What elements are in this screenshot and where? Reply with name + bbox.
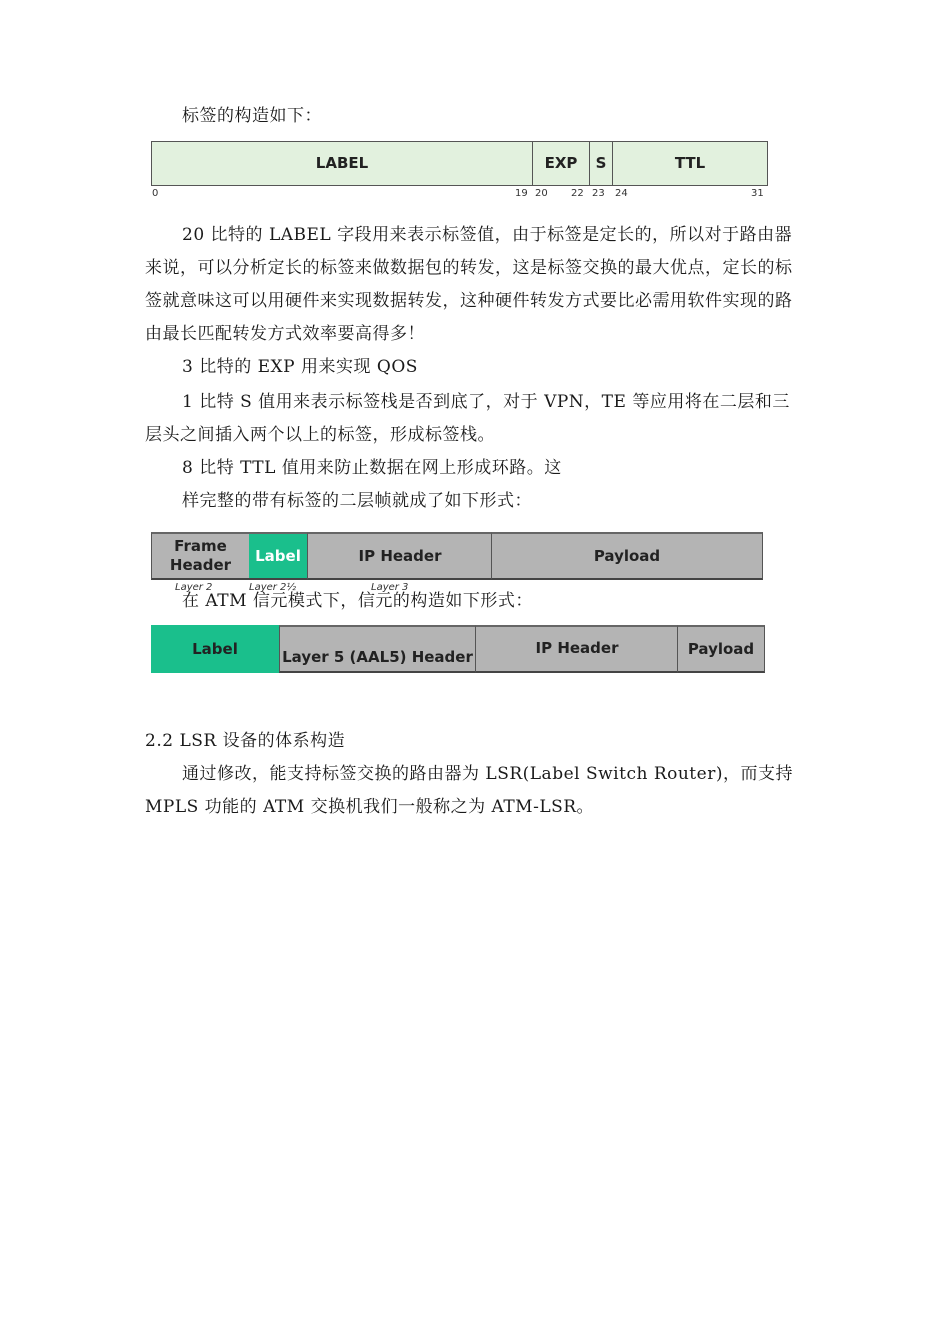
bit-tick: 22 [571,188,584,199]
atm-aal5-header-cell: Layer 5 (AAL5) Header [279,625,475,673]
layer-label: Layer 2½ [249,582,297,593]
intro-text: 标签的构造如下： [182,106,322,126]
paragraph-frame-intro: 样完整的带有标签的二层帧就成了如下形式： [182,491,532,511]
field-label: LABEL [151,141,533,186]
paragraph-ttl: 8 比特 TTL 值用来防止数据在网上形成环路。这 [182,458,562,478]
field-s: S [589,141,613,186]
frame-header-cell: Frame Header [151,532,249,580]
paragraph-atm-intro: 在 ATM 信元模式下，信元的构造如下形式： [182,591,533,611]
frame-payload-cell: Payload [491,532,763,580]
atm-label-cell: Label [151,625,279,673]
bit-tick: 31 [751,188,764,199]
paragraph-lsr: 通过修改，能支持标签交换的路由器为 LSR(Label Switch Router)，而支持 MPLS 功能的 ATM 交换机我们一般称之为 ATM-LSR。 [145,764,793,817]
field-exp: EXP [532,141,590,186]
paragraph-exp: 3 比特的 EXP 用来实现 QOS [182,357,418,377]
bit-tick: 24 [615,188,628,199]
bit-tick: 19 [515,188,528,199]
paragraph-s: 1 比特 S 值用来表示标签栈是否到底了，对于 VPN，TE 等应用将在二层和三层头之间插入两个以上的标签，形成标签栈。 [145,392,790,445]
paragraph-label: 20 比特的 LABEL 字段用来表示标签值，由于标签是定长的，所以对于路由器来说，可以分析定长的标签来做数据包的转发，这是标签交换的最大优点，定长的标签就意味这可以用硬件来实现数据转发，这种硬件转发方式要比必需用软件实现的路由最长匹配转发方式效率要高得多！ [145,225,793,344]
frame-label-cell: Label [249,532,307,580]
label-format-diagram [151,141,771,203]
layer-label: Layer 3 [371,582,409,593]
bit-tick: 0 [152,188,159,199]
atm-payload-cell: Payload [677,625,765,673]
layer-label: Layer 2 [175,582,213,593]
atm-ip-header-cell: IP Header [475,625,678,673]
frame-ip-header-cell: IP Header [307,532,492,580]
field-ttl: TTL [612,141,768,186]
bit-tick: 20 [535,188,548,199]
atm-cell-diagram [151,625,766,673]
bit-tick: 23 [592,188,605,199]
section-heading: 2.2 LSR 设备的体系构造 [145,731,346,751]
